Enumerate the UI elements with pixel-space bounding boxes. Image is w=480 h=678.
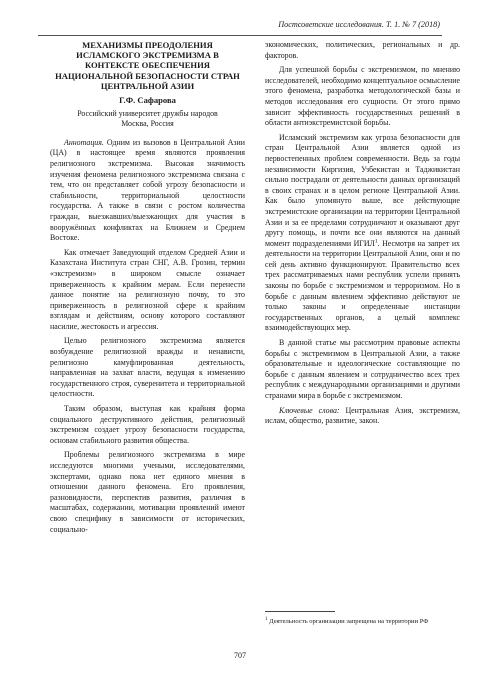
paragraph-7-part-b: . Несмотря на запрет их деятельности на территории Центральной Азии, они и по сей день активно функционируют. Правительство всех трех рассматриваемых нами республик успели принять законы по борьбе с экстремизмом и терроризмом. Но в борьбе с данным явлением эффективно действуют не только законы и определенные инстанции государственных органов, а целый комплекс взаимодействующих мер.	[265, 238, 460, 333]
running-header: Постсоветские исследования. Т. 1. № 7 (2018)	[278, 20, 440, 29]
footnote	[265, 616, 460, 627]
footnote-number: 1	[265, 617, 268, 622]
page-number: 707	[234, 651, 246, 660]
header-rule	[38, 35, 442, 36]
body-paragraph-5: Проблемы религиозного экстремизма в мире исследуются многими учеными, исследователями, экспертами, однако пока нет единого мнения в отношении данного феномена. Его проявления, разновидности, перспектив развития, различия в масштабах, содержании, мотивации проявлений имеют свою специфику в зависимости от исторических, социально-	[50, 450, 245, 534]
body-paragraph-3: Целью религиозного экстремизма является возбуждение религиозной вражды и ненависти, религиозно камуфлированная деятельность, направленная на захват власти, ведущая к изменению государственного строя, суверенитета и территориальной целостности.	[50, 336, 245, 399]
body-paragraph-2: Как отмечает Заведующий отделом Средней Азии и Казахстана Института стран СНГ, А.В. Грозин, термин «экстремизм» в широком смысле означает приверженность к крайним мерам. Если перенести данное понятие на религиозную почву, то это приверженность в религиозной сфере к крайним взглядам и действиям, основу которого составляют насилие, жестокость и агрессия.	[50, 247, 245, 331]
body-paragraph-5-continued: экономических, политических, региональных и др. факторов.	[265, 40, 460, 60]
keywords-paragraph	[265, 406, 460, 427]
author-affiliation	[50, 109, 245, 130]
left-column	[50, 40, 245, 539]
affiliation-line-1: Российский университет дружбы народов	[77, 108, 218, 118]
article-author: Г.Ф. Сафарова	[119, 95, 176, 106]
abstract-paragraph	[50, 138, 245, 244]
abstract-label: Аннотация.	[64, 137, 104, 147]
footnote-rule	[265, 611, 335, 612]
body-paragraph-8: В данной статье мы рассмотрим правовые аспекты борьбы с экстремизмом в Центральной Азии, а также образовательные и идеологические составляющие по борьбе с данным явлением и сотрудничество всех трех республик с международными организациями и другими странами мира в борьбе с экстремизмом.	[265, 338, 460, 400]
paragraph-7-part-a: Исламский экстремизм как угроза безопасности для стран Центральной Азии является одной из первостепенных проблем современности. Ведь за годы независимости Киргизия, Узбекистан и Таджикистан сильно пострадали от деятельности данных организаций в своих странах и в целом регионе Центральной Азии. Как было упомянуто выше, все действующие экстремистские организации на территории Центральной Азии и за ее пределами сотрудничают и оказывают друг другу помощь, и почти все они являются на данный момент подразделениями ИГИЛ	[265, 132, 460, 248]
keywords-label: Ключевые слова:	[279, 405, 340, 415]
footnote-text: Деятельность организации запрещена на территории РФ	[267, 618, 429, 626]
body-paragraph-7	[265, 133, 460, 334]
article-title: МЕХАНИЗМЫ ПРЕОДОЛЕНИЯ ИСЛАМСКОГО ЭКСТРЕМИЗМА В КОНТЕКСТЕ ОБЕСПЕЧЕНИЯ НАЦИОНАЛЬНОЙ БЕЗОПАСНОСТИ СТРАН ЦЕНТРАЛЬНОЙ АЗИИ	[55, 40, 240, 91]
keywords-text: Центральная Азия, экстремизм, ислам, общество, развитие, закон.	[265, 405, 460, 426]
body-paragraph-4: Таким образом, выступая как крайняя форма социального деструктивного действия, религиозный экстремизм создает угрозу безопасности государства, основам стабильного развития общества.	[50, 404, 245, 445]
body-paragraph-6: Для успешной борьбы с экстремизмом, по мнению исследователей, необходимо концептуальное осмысление этого феномена, разработка методологической базы и методов исследования его сущности. От этого прямо зависит эффективность государственных решений в области антиэкстремистской борьбы.	[265, 65, 460, 128]
abstract-text: Одним из вызовов в Центральной Азии (ЦА) в настоящее время являются проявления религиозного экстремизма. Высокая значимость изучения феномена религиозного экстремизма связана с тем, что он представляет собой угрозу безопасности и стабильности, территориальной целостности государства. А также в связи с ростом количества граждан, выезжавших/выезжающих для участия в вооружённых конфликтах на Ближнем и Среднем Востоке.	[50, 137, 245, 243]
right-column	[265, 40, 460, 431]
affiliation-line-2: Москва, Россия	[121, 119, 174, 129]
footnote-reference[interactable]: 1	[374, 238, 378, 245]
